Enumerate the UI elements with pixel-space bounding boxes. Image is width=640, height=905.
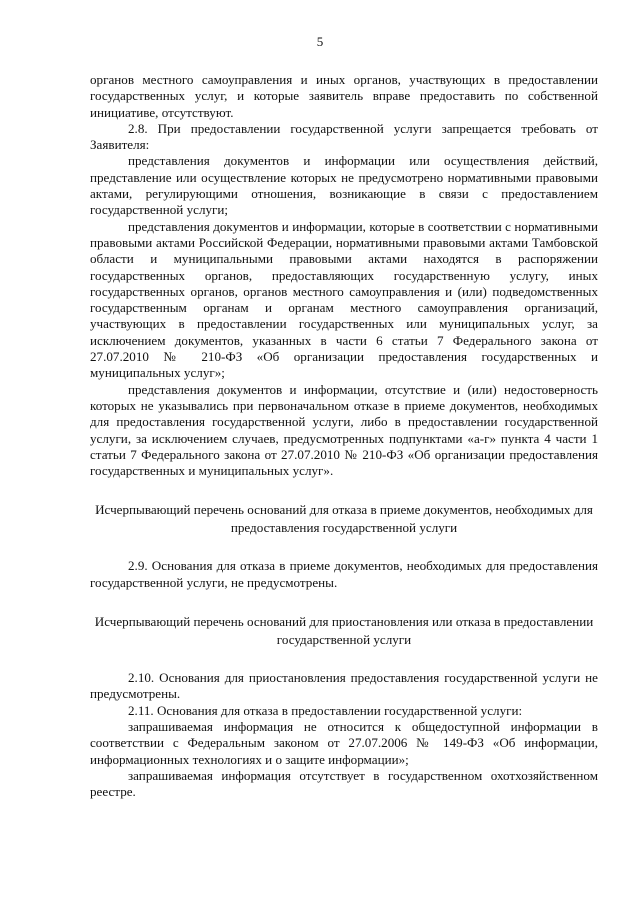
paragraph-2-8: 2.8. При предоставлении государственной услуги запрещается требовать от Заявителя: — [90, 120, 598, 153]
paragraph-2-11: 2.11. Основания для отказа в предоставлении государственной услуги: — [128, 702, 523, 718]
paragraph-2-10: 2.10. Основания для приостановления предоставления государственной услуги не предусмотрены. — [90, 670, 598, 702]
paragraph-refusal-reason-2: запрашиваемая информация отсутствует в государственном охотхозяйственном реестре. — [90, 767, 598, 800]
section-heading-suspension-refusal: Исчерпывающий перечень оснований для приостановления или отказа в предоставлении государственной услуги — [94, 614, 594, 647]
paragraph-refusal-reason-1: запрашиваемая информация не относится к общедоступной информации в соответствии с Федеральным законом от 27.07.2006 № 149-ФЗ «Об информации, информационных технологиях и о защите информации»; — [90, 718, 598, 767]
section-heading-refusal-acceptance: Исчерпывающий перечень оснований для отказа в приеме документов, необходимых для предоставления государственной услуги — [95, 502, 593, 535]
paragraph-prohibition-1: представления документов и информации или осуществления действий, представление или осуществление которых не предусмотрено нормативными правовыми актами, регулирующими отношения, возникающие в связи с предоставлением государственной услуги; — [90, 153, 598, 218]
paragraph-prohibition-2: представления документов и информации, которые в соответствии с нормативными правовыми актами Российской Федерации, нормативными правовыми актами Тамбовской области и муниципальными правовыми актами находятся в распоряжении государственных органов, предоставляющих государственную услугу, иных государственных органов, органов местного самоуправления и (или) подведомственных государственным органам и органам местного самоуправления организаций, участвующих в предоставлении государственных или муниципальных услуг, за исключением документов, указанных в части 6 статьи 7 Федерального закона от 27.07.2010 № 210-ФЗ «Об организации предоставления государственных и муниципальных услуг»; — [90, 218, 598, 381]
paragraph-2-9: 2.9. Основания для отказа в приеме документов, необходимых для предоставления государственной услуги, не предусмотрены. — [90, 558, 598, 590]
paragraph-continuation: органов местного самоуправления и иных органов, участвующих в предоставлении государственных услуг, и которые заявитель вправе предоставить по собственной инициативе, отсутствуют. — [90, 72, 598, 120]
document-body — [90, 72, 598, 800]
page-number: 5 — [316, 34, 324, 49]
paragraph-prohibition-3: представления документов и информации, отсутствие и (или) недостоверность которых не указывались при первоначальном отказе в приеме документов, необходимых для предоставления государственной услуги, либо в предоставлении государственной услуги, за исключением случаев, предусмотренных подпунктами «а-г» пункта 4 части 1 статьи 7 Федерального закона от 27.07.2010 № 210-ФЗ «Об организации предоставления государственных и муниципальных услуг». — [90, 381, 598, 479]
